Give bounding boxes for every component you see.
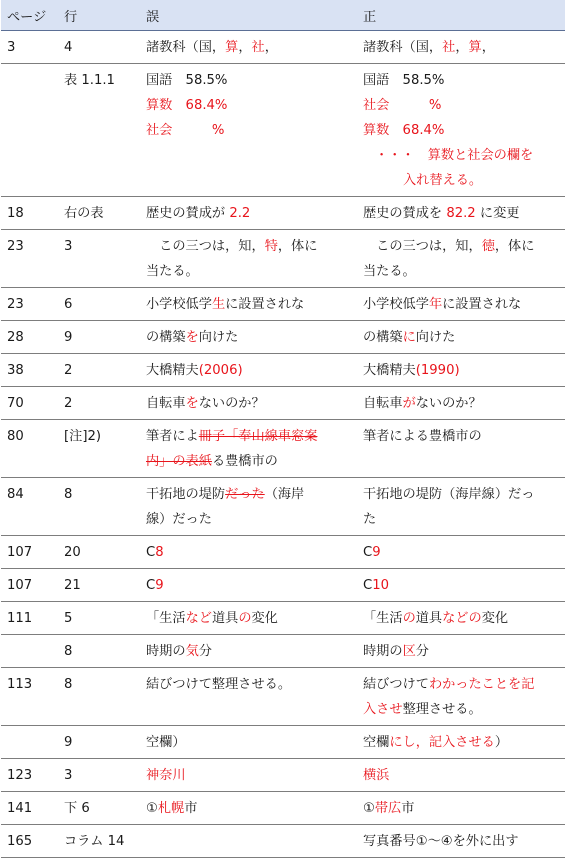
wrong-cell: 筆者によ冊子「奉山線車窓案 内」の表紙る豊橋市の bbox=[140, 420, 357, 478]
line-cell: 5 bbox=[58, 602, 140, 635]
line-cell: 2 bbox=[58, 354, 140, 387]
right-cell: 干拓地の堤防（海岸線）だっ た bbox=[357, 478, 565, 536]
right-cell: 大橋精夫(1990) bbox=[357, 354, 565, 387]
table-row bbox=[1, 569, 565, 602]
line-cell: 3 bbox=[58, 230, 140, 288]
right-cell: 写真番号①〜④を外に出す bbox=[357, 825, 565, 858]
right-cell: 横浜 bbox=[357, 759, 565, 792]
line-cell: 下 6 bbox=[58, 792, 140, 825]
right-cell: 「生活の道具などの変化 bbox=[357, 602, 565, 635]
line-cell: 9 bbox=[58, 321, 140, 354]
right-cell: 諸教科（国，社，算， bbox=[357, 31, 565, 64]
table-row bbox=[1, 602, 565, 635]
wrong-cell: 諸教科（国，算，社， bbox=[140, 31, 357, 64]
line-cell: 8 bbox=[58, 668, 140, 726]
wrong-cell: 時期の気分 bbox=[140, 635, 357, 668]
table-row bbox=[1, 825, 565, 858]
page-cell: 141 bbox=[1, 792, 58, 825]
line-cell: 右の表 bbox=[58, 197, 140, 230]
line-cell: [注]2) bbox=[58, 420, 140, 478]
right-cell: 自転車がないのか？ bbox=[357, 387, 565, 420]
right-cell: 筆者による豊橋市の bbox=[357, 420, 565, 478]
table-row bbox=[1, 792, 565, 825]
wrong-cell: C9 bbox=[140, 569, 357, 602]
page-cell: 28 bbox=[1, 321, 58, 354]
header-right: 正 bbox=[357, 0, 565, 31]
table-row bbox=[1, 387, 565, 420]
right-cell: C9 bbox=[357, 536, 565, 569]
wrong-cell: 空欄） bbox=[140, 726, 357, 759]
header-line: 行 bbox=[58, 0, 140, 31]
page-cell bbox=[1, 726, 58, 759]
right-cell: ①帯広市 bbox=[357, 792, 565, 825]
line-cell: コラム 14 bbox=[58, 825, 140, 858]
wrong-cell: 結びつけて整理させる。 bbox=[140, 668, 357, 726]
wrong-cell: の構築を向けた bbox=[140, 321, 357, 354]
wrong-cell: 干拓地の堤防だった（海岸 線）だった bbox=[140, 478, 357, 536]
page-cell: 38 bbox=[1, 354, 58, 387]
page-cell: 123 bbox=[1, 759, 58, 792]
wrong-cell: 自転車をないのか？ bbox=[140, 387, 357, 420]
line-cell: 21 bbox=[58, 569, 140, 602]
page-cell: 23 bbox=[1, 288, 58, 321]
table-row bbox=[1, 354, 565, 387]
page-cell bbox=[1, 635, 58, 668]
wrong-cell: C8 bbox=[140, 536, 357, 569]
right-cell: 空欄にし，記入させる） bbox=[357, 726, 565, 759]
line-cell: 20 bbox=[58, 536, 140, 569]
wrong-cell: 国語 58.5% 算数 68.4% 社会 % bbox=[140, 64, 357, 197]
page-cell: 70 bbox=[1, 387, 58, 420]
errata-table bbox=[1, 0, 565, 858]
table-row bbox=[1, 230, 565, 288]
wrong-cell: この三つは，知，特，体に 当たる。 bbox=[140, 230, 357, 288]
right-cell: の構築に向けた bbox=[357, 321, 565, 354]
right-cell: 歴史の賛成を 82.2 に変更 bbox=[357, 197, 565, 230]
right-cell: 小学校低学年に設置されな bbox=[357, 288, 565, 321]
page-cell: 3 bbox=[1, 31, 58, 64]
right-cell: 時期の区分 bbox=[357, 635, 565, 668]
table-row bbox=[1, 321, 565, 354]
page-cell: 18 bbox=[1, 197, 58, 230]
line-cell: 4 bbox=[58, 31, 140, 64]
page-cell: 23 bbox=[1, 230, 58, 288]
line-cell: 3 bbox=[58, 759, 140, 792]
wrong-cell: 神奈川 bbox=[140, 759, 357, 792]
page-cell: 165 bbox=[1, 825, 58, 858]
table-row bbox=[1, 726, 565, 759]
table-row bbox=[1, 478, 565, 536]
page-cell: 107 bbox=[1, 569, 58, 602]
right-cell: 国語 58.5% 社会 % 算数 68.4% ・・・ 算数と社会の欄を 入れ替える。 bbox=[357, 64, 565, 197]
header-row bbox=[1, 0, 565, 31]
line-cell: 6 bbox=[58, 288, 140, 321]
table-row bbox=[1, 288, 565, 321]
table-row bbox=[1, 197, 565, 230]
page-cell: 111 bbox=[1, 602, 58, 635]
line-cell: 8 bbox=[58, 478, 140, 536]
right-cell: C10 bbox=[357, 569, 565, 602]
table-row bbox=[1, 64, 565, 197]
page-cell: 113 bbox=[1, 668, 58, 726]
line-cell: 2 bbox=[58, 387, 140, 420]
wrong-cell bbox=[140, 825, 357, 858]
page-cell bbox=[1, 64, 58, 197]
page-cell: 80 bbox=[1, 420, 58, 478]
table-row bbox=[1, 759, 565, 792]
wrong-cell: ①札幌市 bbox=[140, 792, 357, 825]
line-cell: 表 1.1.1 bbox=[58, 64, 140, 197]
wrong-cell: 小学校低学生に設置されな bbox=[140, 288, 357, 321]
wrong-cell: 「生活など道具の変化 bbox=[140, 602, 357, 635]
wrong-cell: 歴史の賛成が 2.2 bbox=[140, 197, 357, 230]
table-row bbox=[1, 635, 565, 668]
table-row bbox=[1, 536, 565, 569]
header-page: ページ bbox=[1, 0, 58, 31]
right-cell: この三つは，知，徳，体に 当たる。 bbox=[357, 230, 565, 288]
right-cell: 結びつけてわかったことを記 入させ整理させる。 bbox=[357, 668, 565, 726]
header-wrong: 誤 bbox=[140, 0, 357, 31]
table-row bbox=[1, 420, 565, 478]
line-cell: 8 bbox=[58, 635, 140, 668]
table-row bbox=[1, 31, 565, 64]
page-cell: 107 bbox=[1, 536, 58, 569]
wrong-cell: 大橋精夫(2006) bbox=[140, 354, 357, 387]
line-cell: 9 bbox=[58, 726, 140, 759]
table-row bbox=[1, 668, 565, 726]
page-cell: 84 bbox=[1, 478, 58, 536]
